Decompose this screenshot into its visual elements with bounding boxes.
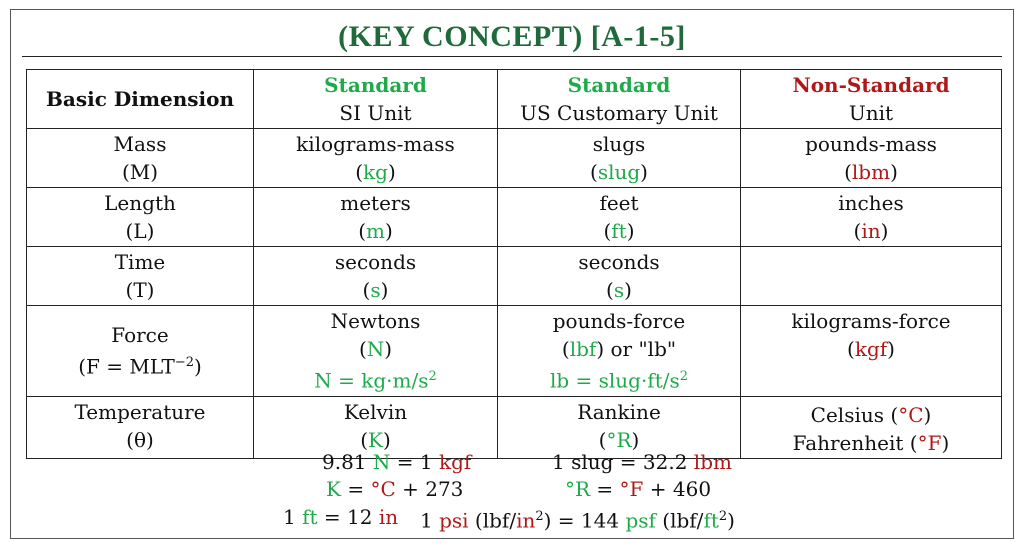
us-force-equation: lb = $slug\cdot ft/s^2$: [549, 368, 689, 393]
title-divider: [22, 56, 1002, 57]
dim-cell: [27, 247, 254, 306]
dim-label: Temperature: [74, 399, 206, 424]
header-si-sub: SI Unit: [339, 101, 412, 125]
us-unit-abbr: (lbf) or "lb": [561, 337, 677, 361]
dim-label: Force: [111, 323, 169, 347]
ns-unit-abbr: (kgf): [847, 337, 895, 361]
si-unit-abbr: (K): [360, 427, 391, 452]
ns-cell-empty: [741, 247, 1002, 306]
header-basic-dimension: Basic Dimension: [27, 70, 254, 129]
header-us: [498, 70, 741, 129]
conversion-k-c: K = °C + 273: [326, 477, 464, 501]
dim-label: Time: [114, 250, 166, 274]
us-cell: [498, 306, 741, 397]
si-unit-abbr: (N): [358, 337, 393, 361]
conversion-ft-in: 1 ft = 12 in: [283, 505, 399, 529]
us-cell: [498, 129, 741, 188]
ns-cell: [741, 396, 1002, 458]
us-cell: [498, 188, 741, 247]
us-unit-name: seconds: [578, 250, 660, 274]
dim-symbol: (T): [125, 278, 155, 302]
us-unit-abbr: (s): [606, 278, 632, 302]
header-us-sub: US Customary Unit: [520, 101, 718, 125]
si-unit-abbr: (m): [358, 219, 393, 243]
dim-cell: [27, 306, 254, 397]
dim-symbol: (θ): [126, 427, 154, 452]
si-unit-abbr: (kg): [355, 160, 396, 184]
conversion-n-kgf: 9.81 N = 1 kgf: [322, 450, 472, 474]
si-unit-abbr: (s): [362, 278, 389, 302]
header-si-tag: Standard: [324, 73, 427, 97]
si-cell: [254, 188, 498, 247]
header-si: [254, 70, 498, 129]
us-unit-name: Rankine: [577, 399, 661, 424]
dim-cell: [27, 396, 254, 458]
us-unit-name: feet: [599, 191, 639, 215]
ns-unit-name: pounds-mass: [805, 132, 937, 156]
ns-unit-name: kilograms-force: [791, 309, 951, 333]
ns-cell: [741, 129, 1002, 188]
us-unit-name: pounds-force: [552, 309, 686, 333]
conversion-psi-psf: 1 psi $(lbf/in^2) = 144$ psf $(lbf/ft^2)$: [420, 508, 735, 533]
table-row: [27, 188, 1002, 247]
table-row: [27, 129, 1002, 188]
ns-fahrenheit: Fahrenheit (°F): [792, 430, 950, 455]
si-unit-name: Newtons: [330, 309, 421, 333]
conversion-slug-lbm: 1 slug = 32.2 lbm: [552, 450, 732, 474]
ns-unit-abbr: (in): [853, 219, 889, 243]
si-force-equation: $N = kg\cdot m/s^2$: [314, 368, 437, 393]
ns-cell: [741, 188, 1002, 247]
us-unit-abbr: (ft): [603, 219, 635, 243]
si-unit-name: Kelvin: [343, 399, 408, 424]
us-unit-abbr: (slug): [590, 160, 648, 184]
si-cell: [254, 306, 498, 397]
page-title: (KEY CONCEPT) [A-1-5]: [338, 20, 686, 53]
ns-cell: [741, 306, 1002, 397]
units-table: [26, 69, 1002, 459]
ns-unit-name: inches: [838, 191, 904, 215]
ns-unit-abbr: (lbm): [844, 160, 898, 184]
si-cell: [254, 129, 498, 188]
si-unit-name: kilograms-mass: [296, 132, 455, 156]
ns-celsius: Celsius (°C): [810, 402, 932, 427]
dim-label: Length: [104, 191, 176, 215]
dim-label: Mass: [113, 132, 167, 156]
conversion-r-f: °R = °F + 460: [565, 477, 712, 501]
si-cell: [254, 247, 498, 306]
dim-symbol: (L): [125, 219, 155, 243]
si-unit-name: meters: [340, 191, 411, 215]
table-row: [27, 247, 1002, 306]
dim-symbol: (M): [121, 160, 159, 184]
us-cell: [498, 247, 741, 306]
si-unit-name: seconds: [334, 250, 417, 274]
header-ns-tag: Non-Standard: [792, 73, 950, 97]
dim-cell: [27, 188, 254, 247]
table-header-row: [27, 70, 1002, 129]
header-nonstandard: [741, 70, 1002, 129]
us-unit-abbr: (°R): [598, 427, 640, 452]
dim-symbol: $(F = MLT^{-2})$: [78, 354, 202, 379]
header-us-tag: Standard: [567, 73, 671, 97]
table-row: [27, 306, 1002, 397]
us-unit-name: slugs: [592, 132, 646, 156]
table-row: [27, 396, 1002, 458]
header-ns-sub: Unit: [848, 101, 894, 125]
dim-cell: [27, 129, 254, 188]
